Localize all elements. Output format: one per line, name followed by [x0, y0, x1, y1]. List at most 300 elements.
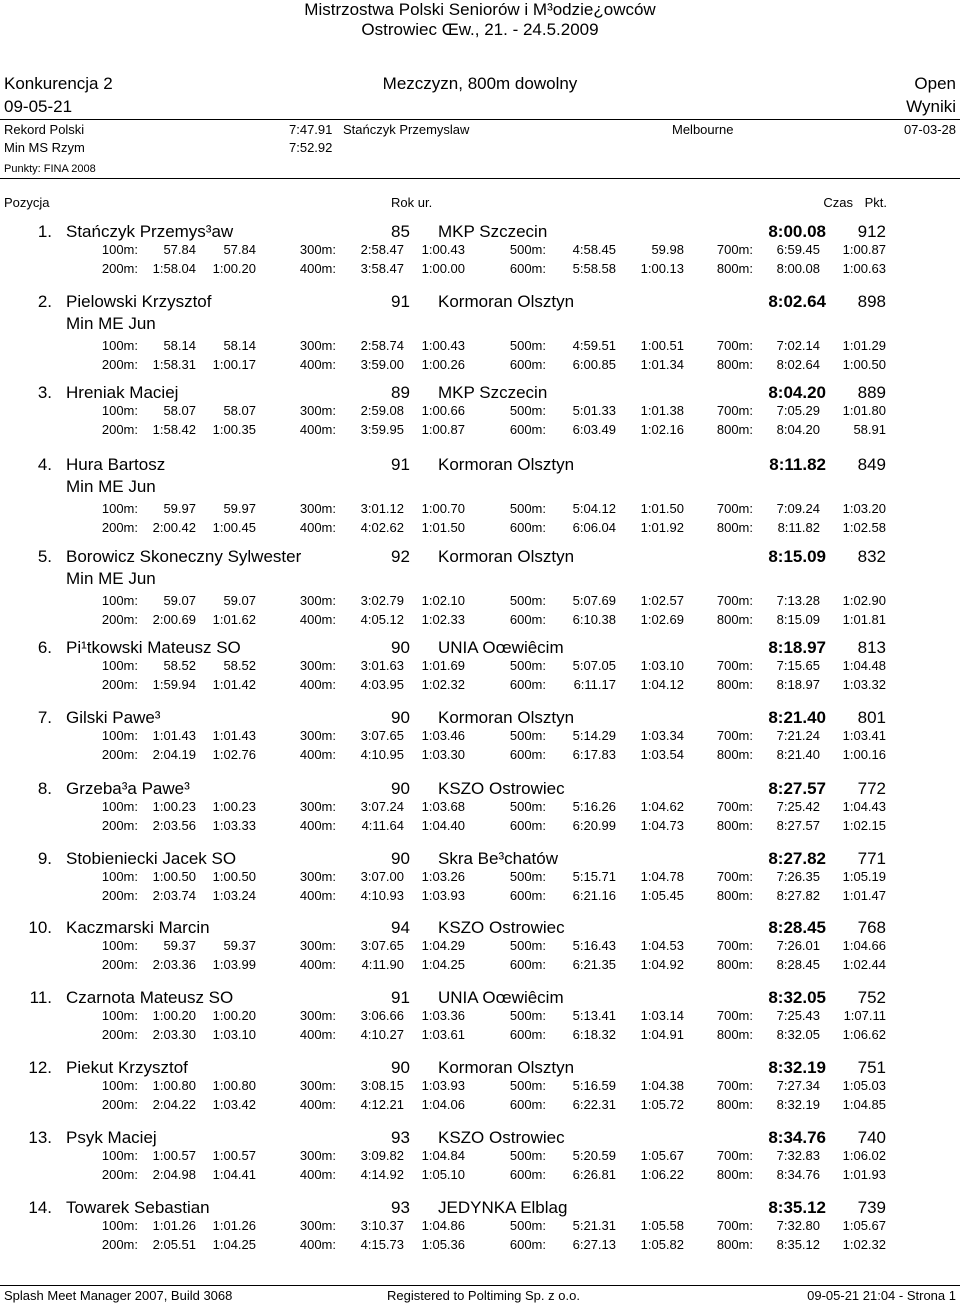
- split-distance: 300m:: [299, 501, 336, 516]
- swimmer-name: Stańczyk Przemys³aw: [66, 222, 234, 241]
- fina-points: 889: [857, 383, 886, 402]
- birth-year: 90: [391, 638, 410, 657]
- split-time: 5:01.33: [572, 403, 616, 418]
- split-lap: 1:05.67: [842, 1218, 886, 1233]
- split-time: 1:00.50: [152, 869, 196, 884]
- swimmer-name: Stobieniecki Jacek SO: [66, 849, 237, 868]
- split-lap: 1:04.43: [842, 799, 886, 814]
- split-distance: 600m:: [509, 818, 546, 833]
- split-lap: 1:05.03: [842, 1078, 886, 1093]
- swimmer-name: Pi¹tkowski Mateusz SO: [66, 638, 241, 657]
- split-lap: 1:02.33: [421, 612, 465, 627]
- split-lap: 1:03.46: [421, 728, 465, 743]
- birth-year: 93: [391, 1198, 410, 1217]
- split-time: 6:20.99: [572, 818, 616, 833]
- result-position: 3.: [37, 383, 52, 402]
- footer-timestamp: 09-05-21 21:04 - Strona 1: [807, 1288, 956, 1303]
- split-time: 6:22.31: [572, 1097, 616, 1112]
- split-lap: 1:00.00: [421, 261, 465, 276]
- event-name: Mezczyzn, 800m dowolny: [382, 74, 578, 93]
- split-lap: 1:03.33: [212, 818, 256, 833]
- swimmer-name: Kaczmarski Marcin: [66, 918, 210, 937]
- split-lap: 1:05.19: [842, 869, 886, 884]
- split-distance: 700m:: [716, 1078, 753, 1093]
- split-time: 5:16.26: [572, 799, 616, 814]
- split-distance: 100m:: [101, 338, 138, 353]
- swimmer-name: Hreniak Maciej: [66, 383, 179, 402]
- split-time: 7:13.28: [776, 593, 820, 608]
- split-lap: 1:02.69: [640, 612, 684, 627]
- final-time: 8:32.19: [768, 1058, 826, 1077]
- split-lap: 1:00.50: [842, 357, 886, 372]
- split-time: 4:14.92: [360, 1167, 404, 1182]
- split-time: 7:21.24: [776, 728, 820, 743]
- birth-year: 90: [391, 708, 410, 727]
- split-distance: 400m:: [299, 888, 336, 903]
- split-time: 4:58.45: [572, 242, 616, 257]
- swimmer-name: Pielowski Krzysztof: [66, 292, 212, 311]
- split-distance: 400m:: [299, 818, 336, 833]
- split-time: 4:03.95: [360, 677, 404, 692]
- split-time: 1:59.94: [152, 677, 196, 692]
- club-name: Kormoran Olsztyn: [438, 292, 575, 311]
- split-time: 8:32.19: [776, 1097, 820, 1112]
- fina-points: 849: [857, 455, 886, 474]
- split-time: 4:10.95: [360, 747, 404, 762]
- birth-year: 91: [391, 292, 410, 311]
- result-position: 10.: [28, 918, 52, 937]
- club-name: KSZO Ostrowiec: [438, 1128, 565, 1147]
- split-lap: 1:03.93: [421, 888, 465, 903]
- split-distance: 500m:: [509, 938, 546, 953]
- split-lap: 1:02.16: [640, 422, 684, 437]
- split-time: 5:16.43: [572, 938, 616, 953]
- fina-points: 772: [857, 779, 886, 798]
- result-position: 7.: [37, 708, 52, 727]
- split-lap: 1:01.62: [212, 612, 256, 627]
- final-time: 8:27.57: [768, 779, 826, 798]
- footer-software: Splash Meet Manager 2007, Build 3068: [4, 1288, 233, 1303]
- split-time: 3:07.65: [360, 728, 404, 743]
- split-time: 6:03.49: [572, 422, 616, 437]
- split-distance: 400m:: [299, 612, 336, 627]
- split-distance: 700m:: [716, 869, 753, 884]
- qualification-note: Min ME Jun: [66, 314, 156, 333]
- split-distance: 200m:: [101, 1237, 138, 1252]
- birth-year: 90: [391, 849, 410, 868]
- club-name: UNIA Oœwiêcim: [438, 638, 564, 657]
- points-note: Punkty: FINA 2008: [4, 163, 96, 175]
- split-lap: 1:04.62: [640, 799, 684, 814]
- split-lap: 1:04.78: [640, 869, 684, 884]
- split-time: 8:27.82: [776, 888, 820, 903]
- split-time: 3:06.66: [360, 1008, 404, 1023]
- divider: [0, 178, 960, 179]
- split-time: 8:34.76: [776, 1167, 820, 1182]
- split-distance: 100m:: [101, 869, 138, 884]
- split-time: 4:05.12: [360, 612, 404, 627]
- result-position: 11.: [29, 988, 52, 1007]
- split-time: 6:27.13: [572, 1237, 616, 1252]
- event-date: 09-05-21: [4, 97, 73, 116]
- split-time: 2:59.08: [360, 403, 404, 418]
- record-holder: Stańczyk Przemyslaw: [343, 122, 470, 137]
- split-distance: 500m:: [509, 1078, 546, 1093]
- split-lap: 1:04.12: [640, 677, 684, 692]
- record-date: 07-03-28: [903, 122, 956, 137]
- split-time: 2:04.19: [152, 747, 196, 762]
- split-lap: 1:01.26: [212, 1218, 256, 1233]
- split-time: 4:15.73: [360, 1237, 404, 1252]
- split-distance: 800m:: [716, 1097, 753, 1112]
- split-lap: 1:05.58: [640, 1218, 684, 1233]
- split-distance: 400m:: [299, 1097, 336, 1112]
- split-distance: 400m:: [299, 1027, 336, 1042]
- result-position: 13.: [28, 1128, 52, 1147]
- club-name: MKP Szczecin: [438, 222, 548, 241]
- split-lap: 1:03.26: [421, 869, 465, 884]
- club-name: KSZO Ostrowiec: [438, 918, 565, 937]
- club-name: JEDYNKA Elblag: [438, 1198, 568, 1217]
- split-lap: 1:01.50: [421, 520, 465, 535]
- birth-year: 94: [391, 918, 410, 937]
- split-time: 8:02.64: [776, 357, 820, 372]
- swimmer-name: Hura Bartosz: [66, 455, 166, 474]
- split-distance: 100m:: [101, 658, 138, 673]
- split-lap: 1:02.58: [842, 520, 886, 535]
- club-name: UNIA Oœwiêcim: [438, 988, 564, 1007]
- split-distance: 100m:: [101, 1078, 138, 1093]
- footer-registration: Registered to Poltiming Sp. z o.o.: [387, 1288, 580, 1303]
- split-lap: 58.52: [223, 658, 256, 673]
- split-distance: 300m:: [299, 593, 336, 608]
- split-distance: 800m:: [716, 612, 753, 627]
- split-distance: 200m:: [101, 422, 138, 437]
- split-time: 3:10.37: [360, 1218, 404, 1233]
- split-distance: 700m:: [716, 1008, 753, 1023]
- split-lap: 1:03.10: [212, 1027, 256, 1042]
- split-lap: 1:00.63: [842, 261, 886, 276]
- split-time: 6:21.35: [572, 957, 616, 972]
- qualification-note: Min ME Jun: [66, 477, 156, 496]
- split-time: 7:26.35: [776, 869, 820, 884]
- split-time: 2:03.74: [152, 888, 196, 903]
- split-distance: 600m:: [509, 1167, 546, 1182]
- split-lap: 1:05.67: [640, 1148, 684, 1163]
- split-time: 3:59.00: [360, 357, 404, 372]
- split-distance: 700m:: [716, 799, 753, 814]
- split-distance: 200m:: [101, 520, 138, 535]
- result-position: 5.: [37, 547, 52, 566]
- category: Open: [914, 74, 956, 93]
- fina-points: 768: [857, 918, 886, 937]
- split-lap: 1:04.73: [640, 818, 684, 833]
- split-time: 7:02.14: [776, 338, 820, 353]
- split-time: 1:58.31: [152, 357, 196, 372]
- split-time: 5:07.05: [572, 658, 616, 673]
- split-distance: 600m:: [509, 261, 546, 276]
- split-lap: 59.37: [223, 938, 256, 953]
- split-distance: 600m:: [509, 520, 546, 535]
- split-lap: 57.84: [223, 242, 256, 257]
- split-time: 6:06.04: [572, 520, 616, 535]
- split-time: 3:07.00: [360, 869, 404, 884]
- record-place: Melbourne: [672, 122, 734, 137]
- final-time: 8:32.05: [768, 988, 826, 1007]
- split-time: 6:21.16: [572, 888, 616, 903]
- split-time: 8:32.05: [776, 1027, 820, 1042]
- club-name: Kormoran Olsztyn: [438, 547, 575, 566]
- split-time: 1:00.20: [152, 1008, 196, 1023]
- split-distance: 600m:: [509, 677, 546, 692]
- split-lap: 1:00.17: [212, 357, 256, 372]
- split-time: 2:03.56: [152, 818, 196, 833]
- column-time: Czas: [823, 195, 853, 210]
- birth-year: 90: [391, 1058, 410, 1077]
- split-time: 7:05.29: [776, 403, 820, 418]
- birth-year: 91: [391, 455, 410, 474]
- birth-year: 90: [391, 779, 410, 798]
- split-time: 5:07.69: [572, 593, 616, 608]
- split-time: 57.84: [163, 242, 196, 257]
- split-time: 8:04.20: [776, 422, 820, 437]
- split-distance: 500m:: [509, 338, 546, 353]
- split-time: 8:21.40: [776, 747, 820, 762]
- split-lap: 1:02.90: [842, 593, 886, 608]
- split-time: 2:04.98: [152, 1167, 196, 1182]
- split-time: 7:25.43: [776, 1008, 820, 1023]
- result-position: 8.: [37, 779, 52, 798]
- split-lap: 1:05.10: [421, 1167, 465, 1182]
- split-lap: 1:00.43: [421, 338, 465, 353]
- final-time: 8:28.45: [768, 918, 826, 937]
- split-lap: 1:00.23: [212, 799, 256, 814]
- split-lap: 1:00.87: [842, 242, 886, 257]
- swimmer-name: Borowicz Skoneczny Sylwester: [66, 547, 302, 566]
- split-time: 3:09.82: [360, 1148, 404, 1163]
- split-time: 6:26.81: [572, 1167, 616, 1182]
- split-distance: 100m:: [101, 403, 138, 418]
- record-label: Rekord Polski: [4, 122, 85, 137]
- split-lap: 1:03.20: [842, 501, 886, 516]
- final-time: 8:18.97: [768, 638, 826, 657]
- split-time: 1:01.26: [152, 1218, 196, 1233]
- split-lap: 1:04.84: [421, 1148, 465, 1163]
- split-lap: 1:04.41: [212, 1167, 256, 1182]
- split-lap: 1:00.66: [421, 403, 465, 418]
- split-lap: 1:03.61: [421, 1027, 465, 1042]
- split-distance: 400m:: [299, 1167, 336, 1182]
- split-distance: 100m:: [101, 1218, 138, 1233]
- split-distance: 400m:: [299, 747, 336, 762]
- split-lap: 1:03.32: [842, 677, 886, 692]
- split-lap: 58.14: [223, 338, 256, 353]
- split-lap: 1:00.51: [640, 338, 684, 353]
- final-time: 8:35.12: [768, 1198, 826, 1217]
- split-lap: 1:03.93: [421, 1078, 465, 1093]
- split-time: 2:00.69: [152, 612, 196, 627]
- split-distance: 500m:: [509, 1148, 546, 1163]
- split-lap: 1:01.38: [640, 403, 684, 418]
- fina-points: 751: [857, 1058, 886, 1077]
- split-time: 3:58.47: [360, 261, 404, 276]
- split-distance: 200m:: [101, 1167, 138, 1182]
- split-distance: 300m:: [299, 1008, 336, 1023]
- split-time: 8:28.45: [776, 957, 820, 972]
- split-lap: 1:00.13: [640, 261, 684, 276]
- split-distance: 300m:: [299, 938, 336, 953]
- split-distance: 600m:: [509, 1097, 546, 1112]
- split-time: 5:21.31: [572, 1218, 616, 1233]
- club-name: Kormoran Olsztyn: [438, 708, 575, 727]
- split-distance: 800m:: [716, 422, 753, 437]
- fina-points: 740: [857, 1128, 886, 1147]
- split-lap: 1:02.44: [842, 957, 886, 972]
- record-time: 7:52.92: [289, 140, 333, 155]
- split-time: 5:58.58: [572, 261, 616, 276]
- split-time: 4:12.21: [360, 1097, 404, 1112]
- fina-points: 912: [857, 222, 886, 241]
- split-lap: 1:04.86: [421, 1218, 465, 1233]
- split-distance: 600m:: [509, 747, 546, 762]
- split-distance: 100m:: [101, 242, 138, 257]
- split-distance: 600m:: [509, 888, 546, 903]
- split-time: 1:00.23: [152, 799, 196, 814]
- split-distance: 600m:: [509, 1237, 546, 1252]
- column-points: Pkt.: [864, 195, 887, 210]
- split-distance: 500m:: [509, 593, 546, 608]
- split-distance: 800m:: [716, 957, 753, 972]
- birth-year: 85: [391, 222, 410, 241]
- split-lap: 1:04.29: [421, 938, 465, 953]
- split-lap: 1:04.38: [640, 1078, 684, 1093]
- swimmer-name: Psyk Maciej: [66, 1128, 157, 1147]
- split-distance: 600m:: [509, 422, 546, 437]
- split-lap: 1:00.87: [421, 422, 465, 437]
- swimmer-name: Grzeba³a Pawe³: [66, 779, 190, 798]
- split-lap: 1:02.15: [842, 818, 886, 833]
- split-time: 8:00.08: [776, 261, 820, 276]
- split-time: 59.97: [163, 501, 196, 516]
- split-lap: 1:03.99: [212, 957, 256, 972]
- split-distance: 100m:: [101, 728, 138, 743]
- split-time: 5:04.12: [572, 501, 616, 516]
- split-distance: 100m:: [101, 593, 138, 608]
- competition-number: Konkurencja 2: [4, 74, 113, 93]
- split-time: 6:11.17: [573, 677, 616, 692]
- split-distance: 600m:: [509, 612, 546, 627]
- split-distance: 800m:: [716, 357, 753, 372]
- split-time: 58.14: [163, 338, 196, 353]
- split-lap: 1:04.92: [640, 957, 684, 972]
- split-time: 8:35.12: [776, 1237, 820, 1252]
- split-time: 8:18.97: [776, 677, 820, 692]
- split-time: 4:11.64: [361, 818, 404, 833]
- split-lap: 1:04.53: [640, 938, 684, 953]
- split-time: 1:58.04: [152, 261, 196, 276]
- split-time: 7:32.83: [776, 1148, 820, 1163]
- split-lap: 1:00.80: [212, 1078, 256, 1093]
- split-distance: 800m:: [716, 1167, 753, 1182]
- split-lap: 1:03.41: [842, 728, 886, 743]
- split-distance: 800m:: [716, 520, 753, 535]
- split-lap: 58.91: [853, 422, 886, 437]
- split-distance: 800m:: [716, 818, 753, 833]
- split-time: 58.52: [163, 658, 196, 673]
- birth-year: 92: [391, 547, 410, 566]
- split-time: 7:27.34: [776, 1078, 820, 1093]
- split-distance: 100m:: [101, 1008, 138, 1023]
- split-lap: 1:00.70: [421, 501, 465, 516]
- split-distance: 500m:: [509, 501, 546, 516]
- split-lap: 1:02.10: [421, 593, 465, 608]
- split-lap: 1:05.72: [640, 1097, 684, 1112]
- record-label: Min MS Rzym: [4, 140, 85, 155]
- split-time: 4:59.51: [572, 338, 616, 353]
- split-distance: 300m:: [299, 338, 336, 353]
- split-time: 59.37: [163, 938, 196, 953]
- split-lap: 1:01.80: [842, 403, 886, 418]
- split-lap: 59.07: [223, 593, 256, 608]
- split-lap: 1:00.20: [212, 1008, 256, 1023]
- split-time: 2:58.47: [360, 242, 404, 257]
- split-time: 5:16.59: [572, 1078, 616, 1093]
- split-lap: 1:00.50: [212, 869, 256, 884]
- fina-points: 739: [857, 1198, 886, 1217]
- result-position: 1.: [37, 222, 52, 241]
- club-name: KSZO Ostrowiec: [438, 779, 565, 798]
- club-name: MKP Szczecin: [438, 383, 548, 402]
- fina-points: 801: [857, 708, 886, 727]
- split-lap: 1:01.92: [640, 520, 684, 535]
- split-time: 7:26.01: [776, 938, 820, 953]
- split-distance: 300m:: [299, 658, 336, 673]
- split-distance: 700m:: [716, 728, 753, 743]
- fina-points: 771: [857, 849, 886, 868]
- birth-year: 91: [391, 988, 410, 1007]
- split-distance: 200m:: [101, 747, 138, 762]
- split-time: 4:10.27: [360, 1027, 404, 1042]
- split-distance: 700m:: [716, 938, 753, 953]
- result-position: 4.: [37, 455, 52, 474]
- split-time: 6:18.32: [572, 1027, 616, 1042]
- split-lap: 1:03.42: [212, 1097, 256, 1112]
- divider: [0, 1285, 960, 1286]
- split-lap: 1:07.11: [843, 1008, 886, 1023]
- split-time: 4:11.90: [361, 957, 404, 972]
- split-time: 1:00.80: [152, 1078, 196, 1093]
- split-lap: 1:03.68: [421, 799, 465, 814]
- split-distance: 500m:: [509, 869, 546, 884]
- split-distance: 700m:: [716, 403, 753, 418]
- split-time: 3:59.95: [360, 422, 404, 437]
- final-time: 8:11.82: [769, 455, 826, 474]
- status-label: Wyniki: [906, 97, 956, 116]
- split-distance: 200m:: [101, 888, 138, 903]
- split-distance: 400m:: [299, 677, 336, 692]
- split-distance: 700m:: [716, 658, 753, 673]
- column-position: Pozycja: [4, 195, 50, 210]
- split-time: 4:10.93: [360, 888, 404, 903]
- split-lap: 1:04.48: [842, 658, 886, 673]
- split-distance: 100m:: [101, 799, 138, 814]
- split-time: 2:03.30: [152, 1027, 196, 1042]
- split-distance: 600m:: [509, 357, 546, 372]
- split-distance: 500m:: [509, 728, 546, 743]
- result-position: 2.: [37, 292, 52, 311]
- split-distance: 400m:: [299, 1237, 336, 1252]
- split-lap: 1:00.43: [421, 242, 465, 257]
